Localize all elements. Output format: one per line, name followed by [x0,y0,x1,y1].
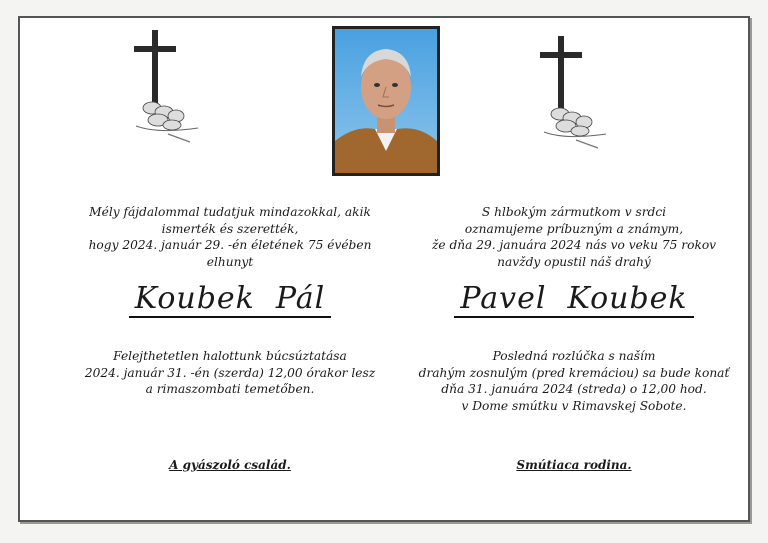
slovak-intro-line: že dňa 29. januára 2024 nás vo veku 75 rokov [431,238,717,252]
hungarian-intro-line: Mély fájdalommal tudatjuk mindazokkal, akik [89,205,371,219]
slovak-intro-line: S hlbokým zármutkom v srdci [481,205,667,219]
slovak-ceremony-line: Posledná rozlúčka s naším [492,349,656,363]
hungarian-ceremony-line: a rimaszombati temetőben. [145,382,315,396]
slovak-intro-line: navždy opustil náš drahý [497,254,651,269]
hungarian-announcement [60,204,400,398]
portrait-photo [332,26,440,176]
right-cross-icon [534,36,624,160]
slovak-ceremony [412,348,736,414]
slovak-deceased-name: Pavel Koubek [454,282,693,318]
obituary-card [18,16,750,522]
hungarian-deceased-name: Koubek Pál [129,282,332,318]
slovak-signature: Smútiaca rodina. [516,458,632,472]
slovak-ceremony-line: dňa 31. januára 2024 (streda) o 12,00 hod. [441,382,707,396]
hungarian-ceremony-line: Felejthetetlen halottunk búcsúztatása [113,349,347,363]
hungarian-intro-line: ismerték és szerették, [161,221,299,236]
slovak-ceremony-line: drahým zosnulým (pred kremáciou) sa bude konať [418,365,730,380]
hungarian-signature: A gyászoló család. [169,458,291,472]
slovak-intro [412,204,736,270]
hungarian-intro-line: elhunyt [206,254,254,269]
slovak-ceremony-line: v Dome smútku v Rimavskej Sobote. [461,398,687,413]
hungarian-intro [60,204,400,270]
slovak-intro-line: oznamujeme príbuzným a známym, [464,221,684,236]
hungarian-ceremony [60,348,400,398]
slovak-announcement [412,204,736,414]
hungarian-intro-line: hogy 2024. január 29. -én életének 75 évében [88,238,372,252]
left-cross-icon [128,30,218,154]
hungarian-ceremony-line: 2024. január 31. -én (szerda) 12,00 órakor lesz [84,365,376,380]
